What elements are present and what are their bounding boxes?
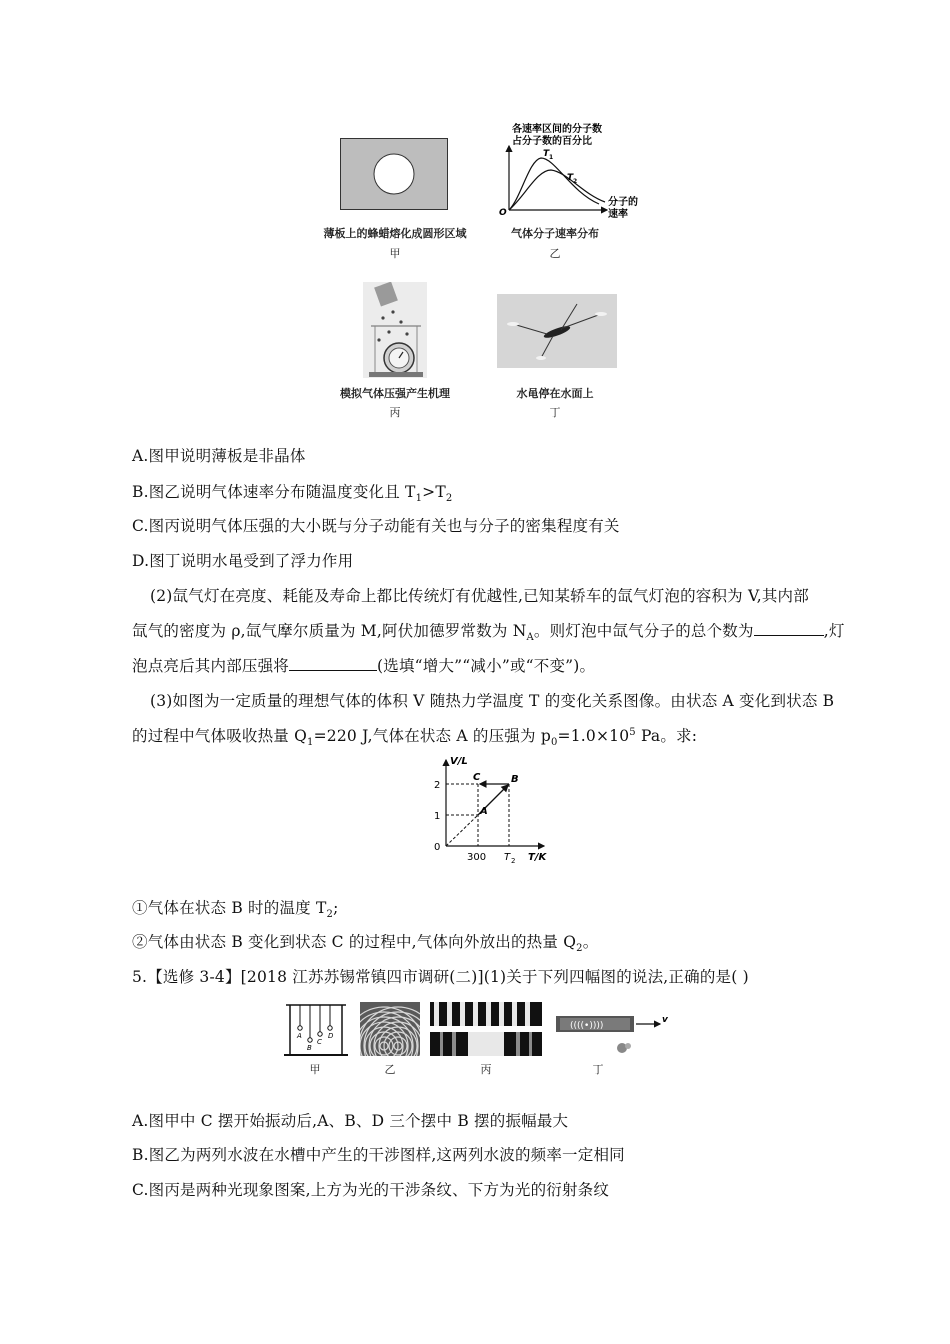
vt-graph-svg (420, 752, 560, 864)
q4-3-sub1: ①气体在状态 B 时的温度 $T_2$; (132, 899, 339, 921)
figure-jia-caption: 薄板上的蜂蜡熔化成圆形区域 (323, 227, 467, 240)
q4-2-line2: 氙气的密度为 ρ,氙气摩尔质量为 M,阿伏加德罗常数为 $N_A$。则灯泡中氙气分子的总个数为 ,灯 (132, 622, 845, 644)
origin-label: O (499, 208, 507, 218)
figure-ding (497, 294, 617, 368)
curve1-sub: 1 (549, 154, 554, 161)
sound-waves-glyph: ((((•)))) (570, 1021, 604, 1031)
figure-ding-label: 丁 (549, 406, 561, 419)
x-label-2: 速率 (608, 209, 628, 220)
q4-1-option-b: B.图乙说明气体速率分布随温度变化且 $T_1>T_2$ (132, 483, 453, 505)
x-tick-t2: T (504, 852, 511, 863)
pendulum-d-label: D (328, 1032, 334, 1040)
q5-option-c: C.图丙是两种光现象图案,上方为光的干涉条纹、下方为光的衍射条纹 (132, 1181, 610, 1199)
y-label-2: 占分子数的百分比 (512, 136, 592, 147)
doppler-illustration (556, 1008, 672, 1058)
figure-bing-caption: 模拟气体压强产生机理 (340, 387, 450, 400)
figure-yi-label: 乙 (549, 247, 561, 260)
pendulum-a-label: A (297, 1032, 302, 1040)
figure-bing (363, 282, 427, 378)
y-tick-0: 0 (434, 842, 441, 853)
answer-blank-2[interactable] (289, 656, 377, 671)
curve-t1 (509, 158, 599, 210)
q4-3-line2: 的过程中气体吸收热量 $Q_1=220$ J,气体在状态 A 的压强为 $p_0=1.0\times 10^5$ Pa。求: (132, 726, 698, 749)
pendulums-illustration (284, 1002, 348, 1060)
answer-blank-1[interactable] (754, 621, 824, 636)
velocity-label: v (662, 1015, 668, 1025)
pendulum-c-label: C (317, 1038, 322, 1046)
curve2-label: T (567, 173, 574, 183)
figure-yi (495, 118, 645, 228)
figure-jia-label: 甲 (389, 247, 401, 260)
figure-yi-caption: 气体分子速率分布 (511, 227, 599, 240)
curve1-label: T (543, 149, 550, 159)
point-a-label: A (480, 806, 488, 817)
speed-distribution-graph (495, 118, 645, 228)
vt-graph (420, 752, 560, 864)
q5-label-ding: 丁 (592, 1063, 604, 1076)
x-label-1: 分子的 (608, 197, 638, 208)
point-b-label: B (511, 774, 519, 785)
y-tick-2: 2 (434, 780, 441, 791)
q5-label-yi: 乙 (384, 1063, 396, 1076)
q5-figure-jia (284, 1002, 348, 1060)
q5-option-b: B.图乙为两列水波在水槽中产生的干涉图样,这两列水波的频率一定相同 (132, 1146, 625, 1164)
y-tick-1: 1 (434, 811, 441, 822)
curve2-sub: 2 (573, 178, 578, 185)
q4-1-option-a: A.图甲说明薄板是非晶体 (132, 447, 306, 465)
light-fringes-photo (430, 1002, 542, 1056)
t-axis-label: T/K (528, 852, 547, 863)
pressure-simulation-photo (363, 282, 427, 378)
q5-heading: 5.【选修 3-4】[2018 江苏苏锡常镇四市调研(二)](1)关于下列四幅图的说法,正确的是( ) (132, 968, 749, 986)
water-strider-photo (497, 294, 617, 368)
y-label-1: 各速率区间的分子数 (512, 124, 602, 135)
q5-label-bing: 丙 (480, 1063, 492, 1076)
q4-3-sub2: ②气体由状态 B 变化到状态 C 的过程中,气体向外放出的热量 $Q_2$。 (132, 933, 599, 955)
v-axis-label: V/L (450, 756, 468, 767)
q5-option-a: A.图甲中 C 摆开始振动后,A、B、D 三个摆中 B 摆的振幅最大 (132, 1112, 569, 1130)
curve-t2 (509, 170, 605, 210)
q4-1-option-c: C.图丙说明气体压强的大小既与分子动能有关也与分子的密集程度有关 (132, 517, 620, 535)
q5-figure-yi (360, 1002, 420, 1056)
wax-plate-illustration (340, 138, 448, 210)
q4-3-line1: (3)如图为一定质量的理想气体的体积 V 随热力学温度 T 的变化关系图像。由状态 A 变化到状态 B (150, 692, 835, 710)
q4-2-line3: 泡点亮后其内部压强将 (选填“增大”“减小”或“不变”)。 (132, 657, 596, 675)
figure-ding-caption: 水黾停在水面上 (516, 387, 594, 400)
q4-1-option-d: D.图丁说明水黾受到了浮力作用 (132, 552, 354, 570)
x-tick-t2-sub: 2 (511, 857, 516, 864)
q5-figure-bing (430, 1002, 542, 1056)
interference-pattern-photo (360, 1002, 420, 1056)
figure-bing-label: 丙 (389, 406, 401, 419)
point-c-label: C (473, 772, 481, 783)
figure-jia (340, 138, 448, 210)
pendulum-b-label: B (307, 1044, 312, 1052)
q5-label-jia: 甲 (309, 1063, 321, 1076)
q4-2-line1: (2)氙气灯在亮度、耗能及寿命上都比传统灯有优越性,已知某轿车的氙气灯泡的容积为 V,其内部 (150, 587, 809, 605)
q5-figure-ding (556, 1008, 672, 1058)
x-tick-300: 300 (467, 852, 487, 863)
